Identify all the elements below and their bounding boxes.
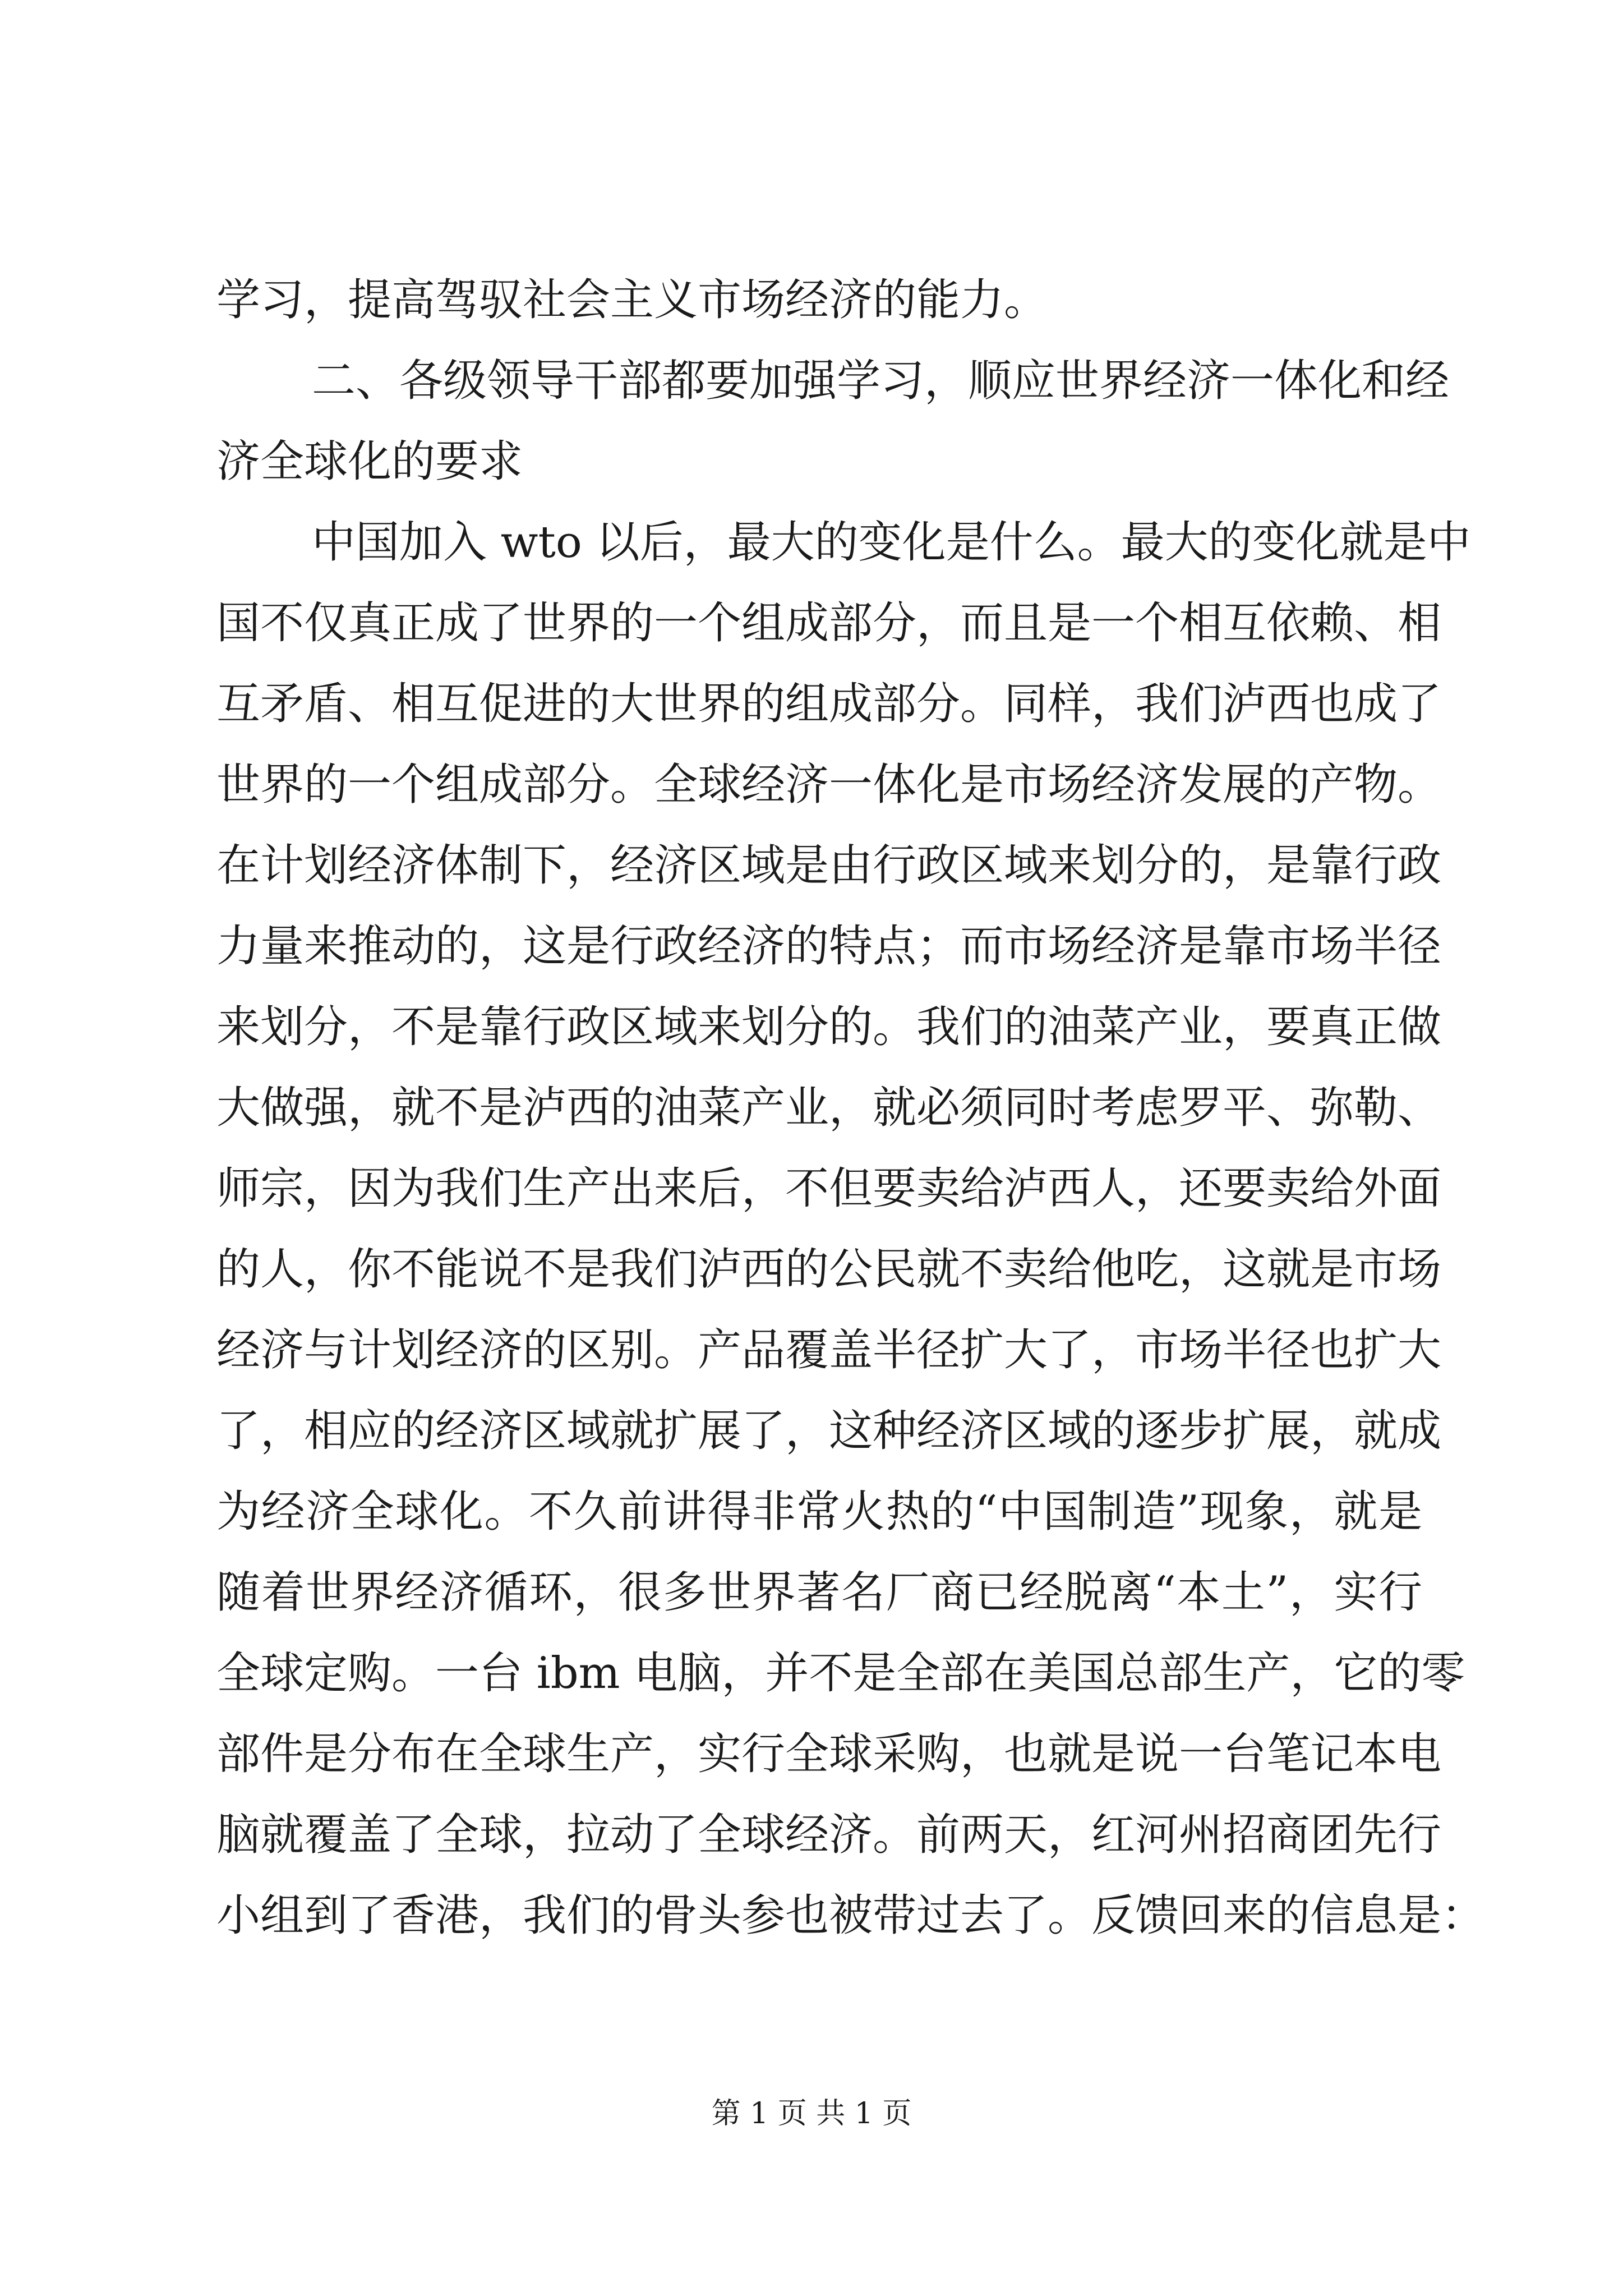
paragraph-line-18: 小组到了香港，我们的骨头参也被带过去了。反馈回来的信息是： [216, 1890, 1486, 1941]
paragraph-line-5: 在计划经济体制下，经济区域是由行政区域来划分的，是靠行政 [216, 840, 1442, 891]
page-number-footer: 第 1 页 共 1 页 [711, 2097, 912, 2131]
paragraph-line-9: 师宗，因为我们生产出来后，不但要卖给泸西人，还要卖给外面 [216, 1163, 1442, 1214]
paragraph-line-7: 来划分，不是靠行政区域来划分的。我们的油菜产业，要真正做 [216, 1002, 1442, 1052]
paragraph-line-12: 了，相应的经济区域就扩展了，这种经济区域的逐步扩展，就成 [216, 1406, 1442, 1456]
paragraph-line-6: 力量来推动的，这是行政经济的特点；而市场经济是靠市场半径 [216, 921, 1442, 972]
paragraph-line-4: 世界的一个组成部分。全球经济一体化是市场经济发展的产物。 [216, 760, 1442, 810]
paragraph-line-8: 大做强，就不是泸西的油菜产业，就必须同时考虑罗平、弥勒、 [216, 1083, 1442, 1133]
paragraph-line-1: 中国加入 wto 以后，最大的变化是什么。最大的变化就是中 [312, 517, 1471, 568]
paragraph-line-10: 的人，你不能说不是我们泸西的公民就不卖给他吃，这就是市场 [216, 1244, 1442, 1295]
heading-line-1: 二、各级领导干部都要加强学习，顺应世界经济一体化和经 [312, 356, 1450, 406]
paragraph-line-2: 国不仅真正成了世界的一个组成部分，而且是一个相互依赖、相 [216, 598, 1442, 648]
paragraph-line-3: 互矛盾、相互促进的大世界的组成部分。同样，我们泸西也成了 [216, 679, 1442, 729]
paragraph-line-17: 脑就覆盖了全球，拉动了全球经济。前两天，红河州招商团先行 [216, 1810, 1442, 1860]
paragraph-line-16: 部件是分布在全球生产，实行全球采购，也就是说一台笔记本电 [216, 1729, 1442, 1779]
paragraph-line-14: 随着世界经济循环，很多世界著名厂商已经脱离“本土”，实行 [216, 1567, 1422, 1618]
text-line-1: 学习，提高驾驭社会主义市场经济的能力。 [216, 275, 1048, 325]
paragraph-line-15: 全球定购。一台 ibm 电脑，并不是全部在美国总部生产，它的零 [216, 1648, 1465, 1699]
heading-line-2: 济全球化的要求 [216, 436, 523, 487]
paragraph-line-11: 经济与计划经济的区别。产品覆盖半径扩大了，市场半径也扩大 [216, 1325, 1442, 1375]
paragraph-line-13: 为经济全球化。不久前讲得非常火热的“中国制造”现象，就是 [216, 1487, 1422, 1537]
